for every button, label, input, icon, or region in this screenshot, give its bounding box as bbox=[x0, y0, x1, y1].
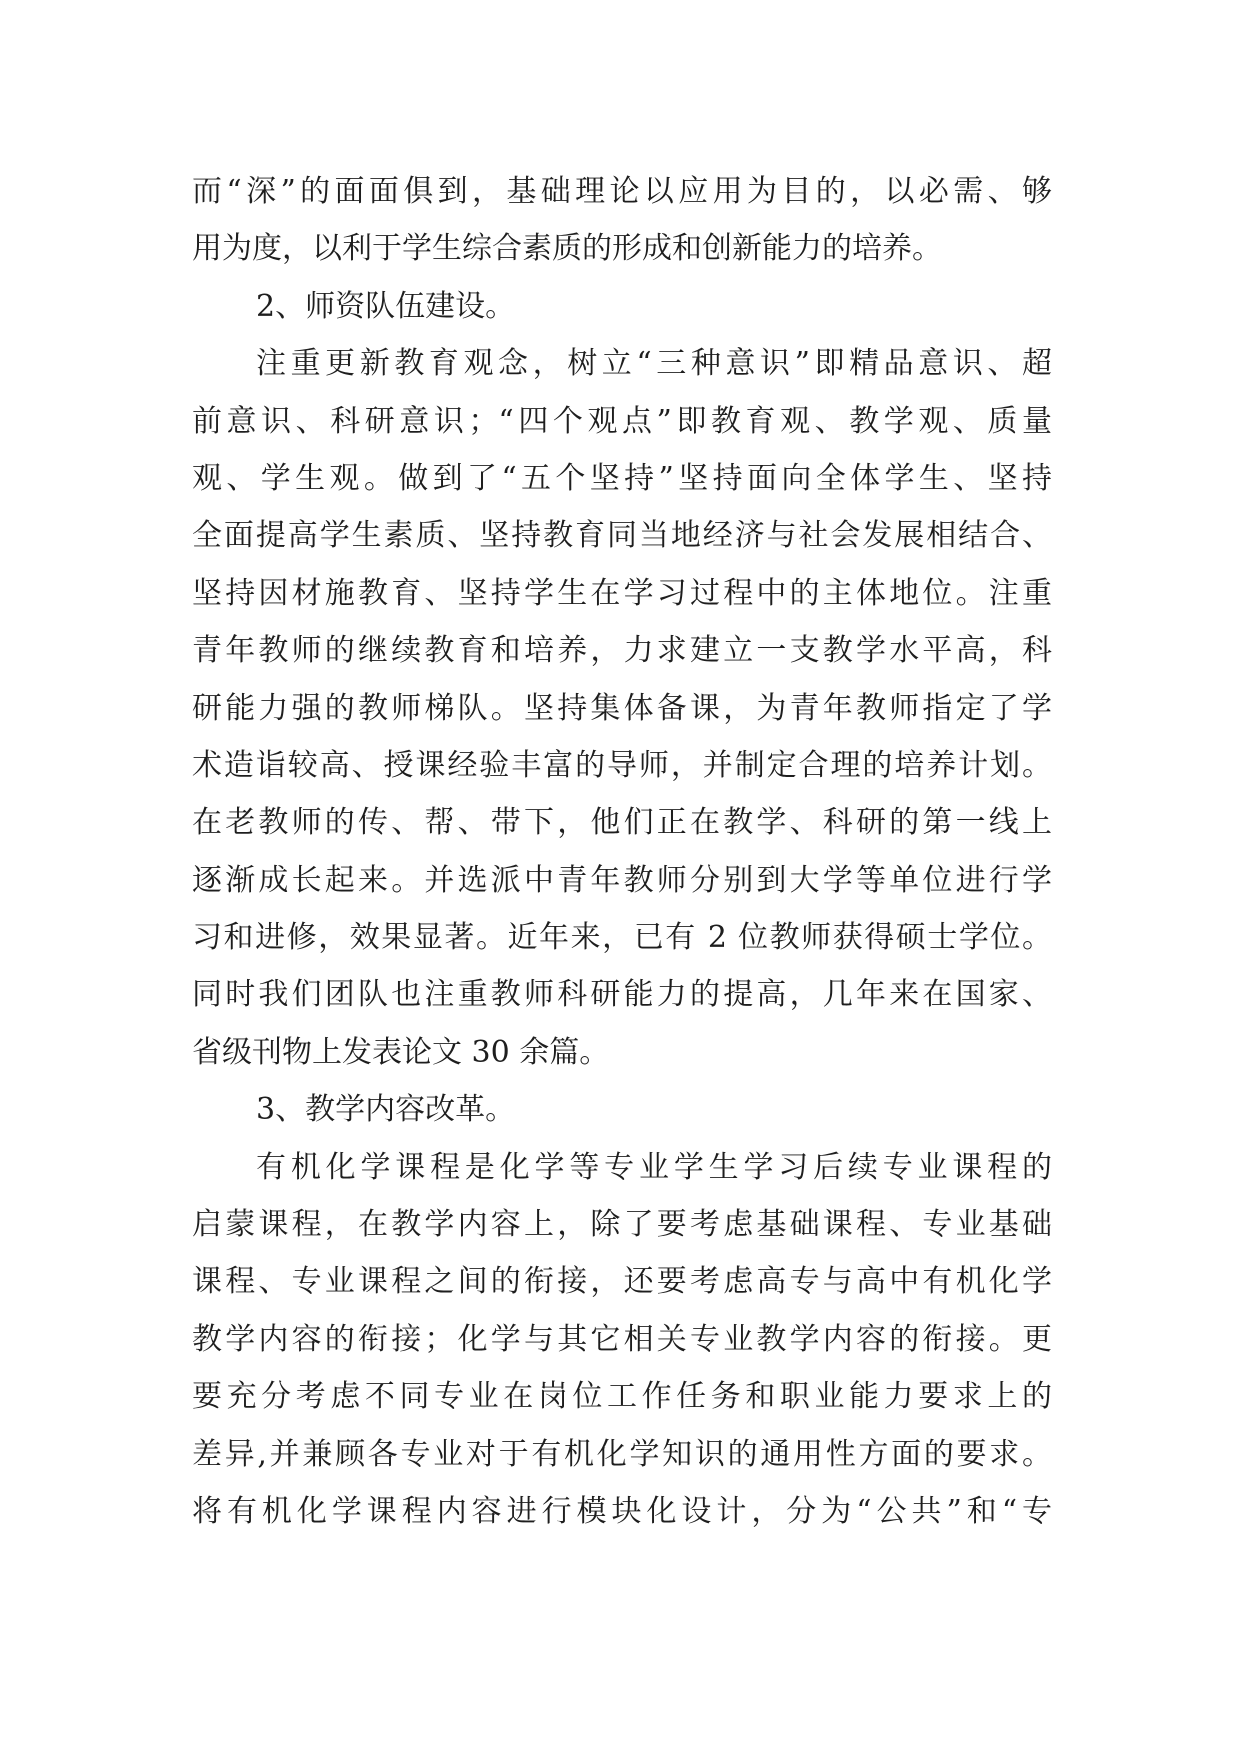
text-line: 观、学生观。做到了“五个坚持”坚持面向全体学生、坚持 bbox=[192, 460, 1052, 496]
section-heading: 2、师资队伍建设。 bbox=[256, 288, 516, 324]
text-line: 注重更新教育观念，树立“三种意识”即精品意识、超 bbox=[256, 346, 1052, 382]
text-line: 要充分考虑不同专业在岗位工作任务和职业能力要求上的 bbox=[192, 1379, 1052, 1415]
text-line: 习和进修，效果显著。近年来，已有 2 位教师获得硕士学位。 bbox=[192, 920, 1052, 956]
text-line: 前意识、科研意识；“四个观点”即教育观、教学观、质量 bbox=[192, 403, 1052, 439]
text-line: 术造诣较高、授课经验丰富的导师，并制定合理的培养计划。 bbox=[192, 747, 1052, 783]
text-line: 教学内容的衔接；化学与其它相关专业教学内容的衔接。更 bbox=[192, 1321, 1052, 1357]
text-line: 而“深”的面面俱到，基础理论以应用为目的，以必需、够 bbox=[192, 174, 1052, 209]
text-line: 课程、专业课程之间的衔接，还要考虑高专与高中有机化学 bbox=[192, 1264, 1052, 1300]
text-line: 用为度，以利于学生综合素质的形成和创新能力的培养。 bbox=[192, 231, 942, 267]
text-line: 将有机化学课程内容进行模块化设计，分为“公共”和“专 bbox=[192, 1493, 1052, 1529]
text-line: 差异,并兼顾各专业对于有机化学知识的通用性方面的要求。 bbox=[192, 1436, 1052, 1472]
text-line: 青年教师的继续教育和培养，力求建立一支教学水平高，科 bbox=[192, 633, 1052, 669]
text-line: 逐渐成长起来。并选派中青年教师分别到大学等单位进行学 bbox=[192, 862, 1052, 898]
section-heading: 3、教学内容改革。 bbox=[256, 1092, 516, 1128]
text-line: 有机化学课程是化学等专业学生学习后续专业课程的 bbox=[256, 1149, 1052, 1185]
text-line: 坚持因材施教育、坚持学生在学习过程中的主体地位。注重 bbox=[192, 575, 1052, 611]
text-line: 全面提高学生素质、坚持教育同当地经济与社会发展相结合、 bbox=[192, 518, 1052, 554]
text-line: 在老教师的传、帮、带下，他们正在教学、科研的第一线上 bbox=[192, 805, 1052, 841]
text-line: 省级刊物上发表论文 30 余篇。 bbox=[192, 1034, 610, 1070]
text-line: 启蒙课程，在教学内容上，除了要考虑基础课程、专业基础 bbox=[192, 1207, 1052, 1243]
text-line: 同时我们团队也注重教师科研能力的提高，几年来在国家、 bbox=[192, 977, 1052, 1013]
text-line: 研能力强的教师梯队。坚持集体备课，为青年教师指定了学 bbox=[192, 690, 1052, 726]
body-text bbox=[192, 163, 1052, 1540]
